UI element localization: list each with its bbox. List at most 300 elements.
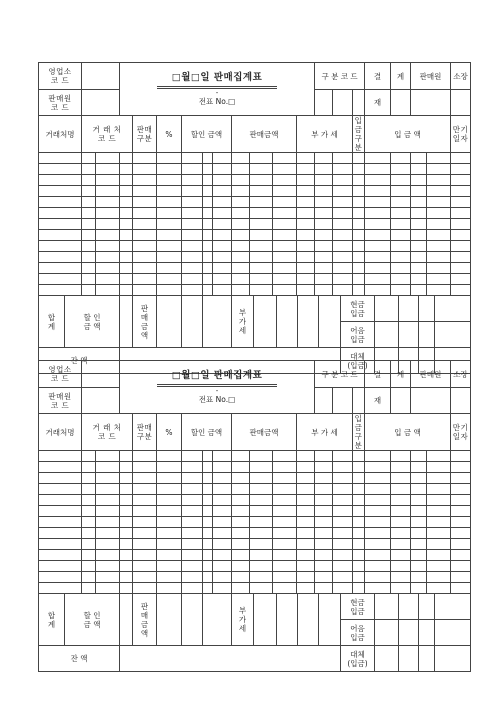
entry-cell[interactable] bbox=[411, 219, 427, 230]
entry-cell[interactable] bbox=[39, 528, 82, 539]
entry-cell[interactable] bbox=[182, 219, 203, 230]
entry-cell[interactable] bbox=[133, 219, 157, 230]
entry-cell[interactable] bbox=[411, 473, 427, 484]
entry-cell[interactable] bbox=[250, 473, 273, 484]
entry-cell[interactable] bbox=[82, 274, 96, 285]
entry-cell[interactable] bbox=[82, 484, 96, 495]
entry-cell[interactable] bbox=[391, 153, 411, 164]
entry-cell[interactable] bbox=[297, 462, 315, 473]
entry-cell[interactable] bbox=[315, 164, 333, 175]
entry-cell[interactable] bbox=[182, 517, 203, 528]
cash-deposit-cell-4[interactable] bbox=[435, 296, 471, 322]
entry-cell[interactable] bbox=[157, 451, 182, 462]
entry-cell[interactable] bbox=[451, 153, 471, 164]
entry-cell[interactable] bbox=[96, 528, 120, 539]
entry-cell[interactable] bbox=[391, 473, 411, 484]
entry-cell[interactable] bbox=[203, 451, 213, 462]
entry-cell[interactable] bbox=[411, 241, 427, 252]
entry-cell[interactable] bbox=[315, 572, 333, 583]
entry-cell[interactable] bbox=[365, 506, 391, 517]
entry-cell[interactable] bbox=[297, 495, 315, 506]
entry-cell[interactable] bbox=[213, 473, 232, 484]
entry-cell[interactable] bbox=[297, 528, 315, 539]
entry-cell[interactable] bbox=[133, 274, 157, 285]
entry-cell[interactable] bbox=[232, 274, 250, 285]
entry-cell[interactable] bbox=[157, 186, 182, 197]
entry-cell[interactable] bbox=[273, 462, 297, 473]
entry-cell[interactable] bbox=[451, 539, 471, 550]
entry-cell[interactable] bbox=[315, 539, 333, 550]
entry-cell[interactable] bbox=[96, 484, 120, 495]
entry-cell[interactable] bbox=[250, 241, 273, 252]
entry-cell[interactable] bbox=[133, 583, 157, 594]
entry-cell[interactable] bbox=[182, 252, 203, 263]
entry-cell[interactable] bbox=[133, 495, 157, 506]
entry-cell[interactable] bbox=[39, 473, 82, 484]
entry-cell[interactable] bbox=[182, 241, 203, 252]
entry-cell[interactable] bbox=[333, 230, 353, 241]
entry-cell[interactable] bbox=[39, 484, 82, 495]
entry-cell[interactable] bbox=[182, 208, 203, 219]
entry-cell[interactable] bbox=[333, 153, 353, 164]
entry-cell[interactable] bbox=[411, 572, 427, 583]
entry-cell[interactable] bbox=[213, 175, 232, 186]
entry-cell[interactable] bbox=[133, 473, 157, 484]
entry-cell[interactable] bbox=[297, 197, 315, 208]
entry-cell[interactable] bbox=[133, 175, 157, 186]
entry-cell[interactable] bbox=[157, 274, 182, 285]
entry-cell[interactable] bbox=[451, 451, 471, 462]
entry-cell[interactable] bbox=[133, 285, 157, 296]
entry-cell[interactable] bbox=[411, 506, 427, 517]
entry-cell[interactable] bbox=[133, 197, 157, 208]
entry-cell[interactable] bbox=[391, 506, 411, 517]
entry-cell[interactable] bbox=[451, 197, 471, 208]
entry-cell[interactable] bbox=[411, 484, 427, 495]
entry-cell[interactable] bbox=[133, 208, 157, 219]
entry-cell[interactable] bbox=[297, 451, 315, 462]
entry-cell[interactable] bbox=[157, 263, 182, 274]
entry-cell[interactable] bbox=[133, 528, 157, 539]
entry-cell[interactable] bbox=[213, 517, 232, 528]
entry-cell[interactable] bbox=[353, 230, 365, 241]
cash-deposit-cell-3[interactable] bbox=[419, 296, 435, 322]
entry-cell[interactable] bbox=[427, 263, 451, 274]
entry-cell[interactable] bbox=[427, 164, 451, 175]
entry-cell[interactable] bbox=[182, 164, 203, 175]
entry-cell[interactable] bbox=[365, 495, 391, 506]
entry-cell[interactable] bbox=[315, 230, 333, 241]
entry-cell[interactable] bbox=[39, 285, 82, 296]
entry-cell[interactable] bbox=[213, 164, 232, 175]
entry-cell[interactable] bbox=[96, 561, 120, 572]
entry-cell[interactable] bbox=[365, 241, 391, 252]
entry-cell[interactable] bbox=[82, 252, 96, 263]
total-sales-cell-2[interactable] bbox=[182, 594, 203, 646]
division-code-cell-3[interactable] bbox=[353, 90, 365, 116]
entry-cell[interactable] bbox=[203, 186, 213, 197]
entry-cell[interactable] bbox=[82, 528, 96, 539]
entry-cell[interactable] bbox=[273, 186, 297, 197]
entry-cell[interactable] bbox=[82, 451, 96, 462]
entry-cell[interactable] bbox=[96, 241, 120, 252]
entry-cell[interactable] bbox=[250, 208, 273, 219]
entry-cell[interactable] bbox=[232, 208, 250, 219]
entry-cell[interactable] bbox=[157, 219, 182, 230]
entry-cell[interactable] bbox=[411, 263, 427, 274]
entry-cell[interactable] bbox=[82, 517, 96, 528]
bill-deposit-cell-3[interactable] bbox=[419, 620, 435, 646]
entry-cell[interactable] bbox=[182, 175, 203, 186]
entry-cell[interactable] bbox=[353, 241, 365, 252]
entry-cell[interactable] bbox=[333, 219, 353, 230]
branch-code-cell[interactable] bbox=[82, 361, 120, 388]
bill-deposit-cell-2[interactable] bbox=[399, 322, 419, 348]
entry-cell[interactable] bbox=[391, 241, 411, 252]
entry-cell[interactable] bbox=[391, 274, 411, 285]
entry-cell[interactable] bbox=[133, 539, 157, 550]
entry-cell[interactable] bbox=[157, 285, 182, 296]
entry-cell[interactable] bbox=[333, 583, 353, 594]
entry-cell[interactable] bbox=[250, 230, 273, 241]
entry-cell[interactable] bbox=[250, 153, 273, 164]
entry-cell[interactable] bbox=[333, 197, 353, 208]
entry-cell[interactable] bbox=[273, 572, 297, 583]
entry-cell[interactable] bbox=[333, 186, 353, 197]
entry-cell[interactable] bbox=[133, 451, 157, 462]
entry-cell[interactable] bbox=[133, 550, 157, 561]
entry-cell[interactable] bbox=[133, 517, 157, 528]
entry-cell[interactable] bbox=[315, 517, 333, 528]
entry-cell[interactable] bbox=[365, 219, 391, 230]
entry-cell[interactable] bbox=[250, 462, 273, 473]
entry-cell[interactable] bbox=[365, 274, 391, 285]
entry-cell[interactable] bbox=[315, 252, 333, 263]
entry-cell[interactable] bbox=[297, 208, 315, 219]
cash-deposit-cell-4[interactable] bbox=[435, 594, 471, 620]
entry-cell[interactable] bbox=[451, 274, 471, 285]
entry-cell[interactable] bbox=[232, 528, 250, 539]
entry-cell[interactable] bbox=[213, 451, 232, 462]
bill-deposit-cell-4[interactable] bbox=[435, 620, 471, 646]
entry-cell[interactable] bbox=[182, 451, 203, 462]
total-vat-cell-3[interactable] bbox=[298, 296, 319, 348]
approval-sign-seller[interactable] bbox=[411, 388, 451, 414]
entry-cell[interactable] bbox=[232, 451, 250, 462]
entry-cell[interactable] bbox=[427, 561, 451, 572]
entry-cell[interactable] bbox=[213, 186, 232, 197]
entry-cell[interactable] bbox=[250, 175, 273, 186]
entry-cell[interactable] bbox=[182, 528, 203, 539]
entry-cell[interactable] bbox=[157, 539, 182, 550]
entry-cell[interactable] bbox=[315, 462, 333, 473]
entry-cell[interactable] bbox=[273, 208, 297, 219]
entry-cell[interactable] bbox=[353, 252, 365, 263]
entry-cell[interactable] bbox=[315, 506, 333, 517]
entry-cell[interactable] bbox=[82, 495, 96, 506]
entry-cell[interactable] bbox=[427, 274, 451, 285]
entry-cell[interactable] bbox=[333, 451, 353, 462]
entry-cell[interactable] bbox=[273, 241, 297, 252]
entry-cell[interactable] bbox=[120, 484, 133, 495]
entry-cell[interactable] bbox=[120, 175, 133, 186]
entry-cell[interactable] bbox=[273, 274, 297, 285]
entry-cell[interactable] bbox=[96, 473, 120, 484]
entry-cell[interactable] bbox=[427, 517, 451, 528]
entry-cell[interactable] bbox=[213, 208, 232, 219]
entry-cell[interactable] bbox=[297, 153, 315, 164]
entry-cell[interactable] bbox=[203, 285, 213, 296]
entry-cell[interactable] bbox=[203, 197, 213, 208]
entry-cell[interactable] bbox=[120, 241, 133, 252]
entry-cell[interactable] bbox=[297, 230, 315, 241]
entry-cell[interactable] bbox=[353, 583, 365, 594]
entry-cell[interactable] bbox=[391, 219, 411, 230]
entry-cell[interactable] bbox=[451, 186, 471, 197]
entry-cell[interactable] bbox=[133, 230, 157, 241]
entry-cell[interactable] bbox=[315, 285, 333, 296]
transfer-deposit-cell-4[interactable] bbox=[435, 646, 471, 672]
entry-cell[interactable] bbox=[82, 197, 96, 208]
entry-cell[interactable] bbox=[133, 252, 157, 263]
entry-cell[interactable] bbox=[353, 285, 365, 296]
entry-cell[interactable] bbox=[353, 263, 365, 274]
entry-cell[interactable] bbox=[451, 528, 471, 539]
entry-cell[interactable] bbox=[365, 451, 391, 462]
entry-cell[interactable] bbox=[365, 263, 391, 274]
entry-cell[interactable] bbox=[82, 539, 96, 550]
entry-cell[interactable] bbox=[451, 219, 471, 230]
entry-cell[interactable] bbox=[157, 528, 182, 539]
entry-cell[interactable] bbox=[39, 506, 82, 517]
entry-cell[interactable] bbox=[353, 561, 365, 572]
entry-cell[interactable] bbox=[213, 583, 232, 594]
entry-cell[interactable] bbox=[315, 197, 333, 208]
entry-cell[interactable] bbox=[273, 219, 297, 230]
entry-cell[interactable] bbox=[273, 528, 297, 539]
entry-cell[interactable] bbox=[39, 517, 82, 528]
entry-cell[interactable] bbox=[391, 550, 411, 561]
entry-cell[interactable] bbox=[353, 208, 365, 219]
entry-cell[interactable] bbox=[427, 197, 451, 208]
entry-cell[interactable] bbox=[157, 473, 182, 484]
entry-cell[interactable] bbox=[411, 175, 427, 186]
entry-cell[interactable] bbox=[250, 186, 273, 197]
entry-cell[interactable] bbox=[353, 175, 365, 186]
entry-cell[interactable] bbox=[451, 241, 471, 252]
entry-cell[interactable] bbox=[82, 263, 96, 274]
entry-cell[interactable] bbox=[213, 241, 232, 252]
entry-cell[interactable] bbox=[411, 583, 427, 594]
entry-cell[interactable] bbox=[250, 495, 273, 506]
entry-cell[interactable] bbox=[232, 186, 250, 197]
entry-cell[interactable] bbox=[133, 561, 157, 572]
entry-cell[interactable] bbox=[315, 175, 333, 186]
entry-cell[interactable] bbox=[120, 153, 133, 164]
entry-cell[interactable] bbox=[203, 274, 213, 285]
entry-cell[interactable] bbox=[120, 197, 133, 208]
entry-cell[interactable] bbox=[203, 506, 213, 517]
entry-cell[interactable] bbox=[250, 572, 273, 583]
entry-cell[interactable] bbox=[297, 473, 315, 484]
entry-cell[interactable] bbox=[353, 528, 365, 539]
entry-cell[interactable] bbox=[213, 539, 232, 550]
entry-cell[interactable] bbox=[427, 506, 451, 517]
entry-cell[interactable] bbox=[182, 285, 203, 296]
entry-cell[interactable] bbox=[203, 219, 213, 230]
branch-code-cell[interactable] bbox=[82, 63, 120, 90]
entry-cell[interactable] bbox=[250, 539, 273, 550]
entry-cell[interactable] bbox=[82, 175, 96, 186]
balance-value[interactable] bbox=[120, 646, 341, 672]
entry-cell[interactable] bbox=[411, 528, 427, 539]
entry-cell[interactable] bbox=[232, 550, 250, 561]
entry-cell[interactable] bbox=[451, 572, 471, 583]
entry-cell[interactable] bbox=[133, 186, 157, 197]
entry-cell[interactable] bbox=[427, 539, 451, 550]
entry-cell[interactable] bbox=[315, 561, 333, 572]
entry-cell[interactable] bbox=[297, 583, 315, 594]
entry-cell[interactable] bbox=[427, 186, 451, 197]
entry-cell[interactable] bbox=[427, 484, 451, 495]
entry-cell[interactable] bbox=[427, 285, 451, 296]
entry-cell[interactable] bbox=[96, 164, 120, 175]
entry-cell[interactable] bbox=[39, 230, 82, 241]
entry-cell[interactable] bbox=[96, 252, 120, 263]
entry-cell[interactable] bbox=[451, 208, 471, 219]
entry-cell[interactable] bbox=[451, 473, 471, 484]
entry-cell[interactable] bbox=[365, 517, 391, 528]
entry-cell[interactable] bbox=[96, 175, 120, 186]
entry-cell[interactable] bbox=[391, 572, 411, 583]
entry-cell[interactable] bbox=[273, 484, 297, 495]
entry-cell[interactable] bbox=[203, 462, 213, 473]
entry-cell[interactable] bbox=[411, 517, 427, 528]
entry-cell[interactable] bbox=[203, 263, 213, 274]
bill-deposit-cell-4[interactable] bbox=[435, 322, 471, 348]
entry-cell[interactable] bbox=[203, 561, 213, 572]
entry-cell[interactable] bbox=[427, 153, 451, 164]
entry-cell[interactable] bbox=[333, 539, 353, 550]
entry-cell[interactable] bbox=[365, 208, 391, 219]
entry-cell[interactable] bbox=[120, 274, 133, 285]
transfer-deposit-cell-1[interactable] bbox=[375, 646, 399, 672]
entry-cell[interactable] bbox=[451, 550, 471, 561]
entry-cell[interactable] bbox=[411, 495, 427, 506]
entry-cell[interactable] bbox=[451, 252, 471, 263]
total-sales-cell-1[interactable] bbox=[157, 594, 182, 646]
entry-cell[interactable] bbox=[213, 506, 232, 517]
entry-cell[interactable] bbox=[232, 561, 250, 572]
total-vat-cell-4[interactable] bbox=[319, 594, 341, 646]
entry-cell[interactable] bbox=[203, 539, 213, 550]
entry-cell[interactable] bbox=[427, 252, 451, 263]
entry-cell[interactable] bbox=[203, 241, 213, 252]
entry-cell[interactable] bbox=[250, 274, 273, 285]
entry-cell[interactable] bbox=[157, 484, 182, 495]
entry-cell[interactable] bbox=[120, 230, 133, 241]
entry-cell[interactable] bbox=[157, 241, 182, 252]
entry-cell[interactable] bbox=[250, 517, 273, 528]
entry-cell[interactable] bbox=[182, 583, 203, 594]
entry-cell[interactable] bbox=[82, 164, 96, 175]
entry-cell[interactable] bbox=[232, 583, 250, 594]
entry-cell[interactable] bbox=[273, 252, 297, 263]
entry-cell[interactable] bbox=[365, 252, 391, 263]
entry-cell[interactable] bbox=[157, 230, 182, 241]
entry-cell[interactable] bbox=[353, 506, 365, 517]
entry-cell[interactable] bbox=[297, 484, 315, 495]
entry-cell[interactable] bbox=[365, 462, 391, 473]
entry-cell[interactable] bbox=[39, 208, 82, 219]
entry-cell[interactable] bbox=[297, 219, 315, 230]
entry-cell[interactable] bbox=[427, 175, 451, 186]
entry-cell[interactable] bbox=[315, 186, 333, 197]
entry-cell[interactable] bbox=[133, 263, 157, 274]
entry-cell[interactable] bbox=[333, 473, 353, 484]
entry-cell[interactable] bbox=[250, 550, 273, 561]
total-vat-cell-1[interactable] bbox=[254, 296, 277, 348]
entry-cell[interactable] bbox=[315, 495, 333, 506]
cash-deposit-cell-1[interactable] bbox=[375, 296, 399, 322]
bill-deposit-cell-1[interactable] bbox=[375, 620, 399, 646]
entry-cell[interactable] bbox=[133, 572, 157, 583]
entry-cell[interactable] bbox=[315, 153, 333, 164]
entry-cell[interactable] bbox=[96, 495, 120, 506]
entry-cell[interactable] bbox=[353, 462, 365, 473]
entry-cell[interactable] bbox=[182, 495, 203, 506]
entry-cell[interactable] bbox=[120, 506, 133, 517]
entry-cell[interactable] bbox=[157, 495, 182, 506]
entry-cell[interactable] bbox=[353, 517, 365, 528]
entry-cell[interactable] bbox=[133, 462, 157, 473]
entry-cell[interactable] bbox=[182, 462, 203, 473]
entry-cell[interactable] bbox=[273, 583, 297, 594]
entry-cell[interactable] bbox=[353, 219, 365, 230]
approval-sign-manager[interactable] bbox=[451, 388, 471, 414]
entry-cell[interactable] bbox=[333, 550, 353, 561]
entry-cell[interactable] bbox=[353, 153, 365, 164]
entry-cell[interactable] bbox=[213, 197, 232, 208]
entry-cell[interactable] bbox=[232, 517, 250, 528]
cash-deposit-cell-3[interactable] bbox=[419, 594, 435, 620]
entry-cell[interactable] bbox=[232, 175, 250, 186]
entry-cell[interactable] bbox=[297, 572, 315, 583]
entry-cell[interactable] bbox=[365, 528, 391, 539]
entry-cell[interactable] bbox=[213, 219, 232, 230]
entry-cell[interactable] bbox=[182, 561, 203, 572]
entry-cell[interactable] bbox=[451, 164, 471, 175]
entry-cell[interactable] bbox=[365, 539, 391, 550]
entry-cell[interactable] bbox=[232, 506, 250, 517]
entry-cell[interactable] bbox=[96, 153, 120, 164]
entry-cell[interactable] bbox=[315, 451, 333, 462]
entry-cell[interactable] bbox=[273, 473, 297, 484]
entry-cell[interactable] bbox=[411, 208, 427, 219]
entry-cell[interactable] bbox=[391, 263, 411, 274]
division-code-cell-3[interactable] bbox=[353, 388, 365, 414]
entry-cell[interactable] bbox=[96, 539, 120, 550]
entry-cell[interactable] bbox=[315, 583, 333, 594]
entry-cell[interactable] bbox=[157, 197, 182, 208]
entry-cell[interactable] bbox=[96, 451, 120, 462]
entry-cell[interactable] bbox=[297, 164, 315, 175]
transfer-deposit-cell-2[interactable] bbox=[399, 646, 419, 672]
entry-cell[interactable] bbox=[96, 263, 120, 274]
entry-cell[interactable] bbox=[411, 539, 427, 550]
entry-cell[interactable] bbox=[273, 550, 297, 561]
entry-cell[interactable] bbox=[273, 517, 297, 528]
